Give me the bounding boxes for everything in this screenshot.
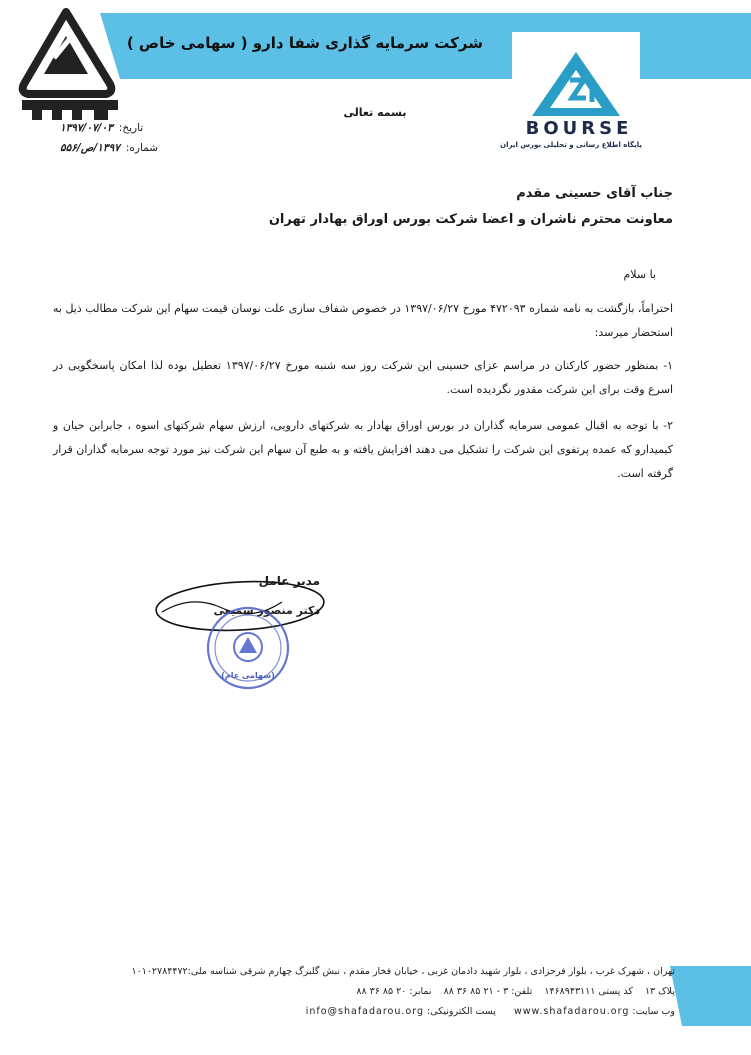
company-logo	[8, 6, 126, 124]
addressee-title: معاونت محترم ناشران و اعضا شرکت بورس اوراق بهادار تهران	[268, 212, 673, 227]
body-intro: احتراماً، بازگشت به نامه شماره ۴۷۲۰۹۳ مورخ ۱۳۹۷/۰۶/۲۷ در خصوص شفاف سازی علت نوسان قیمت سهام این شرکت مطالب ذیل به استحضار میرسد:	[53, 302, 673, 339]
postal-value: ۱۴۶۸۹۴۳۱۱۱	[544, 986, 596, 997]
body-item-1: ۱- بمنظور حضور کارکنان در مراسم عزای حسینی این شرکت روز سه شنبه مورخ ۱۳۹۷/۰۶/۲۷ تعطیل بوده لذا امکان پاسخگویی در اسرع وقت برای این شرکت مقدور نگردیده است.	[53, 359, 673, 396]
footer-numbers	[35, 982, 675, 1002]
letter-meta	[60, 118, 180, 158]
postal-label: کد پستی	[598, 986, 633, 997]
number-row	[60, 138, 180, 158]
date-value: ۱۳۹۷/۰۷/۰۳	[60, 122, 113, 134]
fax-label: نمابر:	[409, 986, 432, 997]
footer-band	[670, 966, 751, 1026]
bourse-wordmark: BOURSE	[525, 118, 633, 139]
invocation: بسمه تعالی	[343, 106, 407, 119]
salutation: با سلام	[623, 268, 656, 281]
website-link[interactable]: www.shafadarou.org	[513, 1006, 630, 1017]
footer-contact	[35, 962, 675, 1022]
company-stamp	[205, 605, 291, 691]
stamp-text: (سهامی عام)	[221, 671, 275, 680]
bourse-caption: پایگاه اطلاع رسانی و تحلیلی بورس ایران	[500, 141, 642, 149]
body-item-2: ۲- با توجه به اقبال عمومی سرمایه گذاران در بورس اوراق بهادار به شرکتهای دارویی، ارزش سهام شرکتهای اسوه ، جابرابن حیان و کیمیدارو که عمده پرتفوی این شرکت را تشکیل می دهند افزایش یافته و به طبع آن سهام این شرکت نیز مورد توجه سرمایه گذاران قرار گرفته است.	[53, 419, 673, 480]
footer-web	[35, 1002, 675, 1022]
signatory-title: مدیر عامل	[258, 574, 320, 588]
email-label: پست الکترونیکی:	[427, 1006, 496, 1017]
number-label: شماره:	[125, 142, 159, 154]
phone-label: تلفن:	[511, 986, 533, 997]
number-value: ۱۳۹۷/ص/۵۵۶	[60, 142, 120, 154]
footer-plate: پلاک ۱۳	[644, 986, 675, 997]
bourse-logo-icon	[512, 32, 640, 122]
email-link[interactable]: info@shafadarou.org	[305, 1006, 424, 1017]
fax-value: ۲۰ ۸۵ ۳۶ ۸۸	[356, 986, 407, 997]
signatory-name: دکتر منصور سمیعی	[213, 604, 320, 617]
company-logo-mark	[8, 6, 126, 124]
phone-value: ۳ - ۲۱ ۸۵ ۳۶ ۸۸	[443, 986, 509, 997]
company-name: شرکت سرمایه گذاری شفا دارو ( سهامی خاص )	[126, 34, 483, 52]
footer-address: تهران ، شهرک غرب ، بلوار فرحزادی ، بلوار شهید دادمان غربی ، خیابان فخار مقدم ، نبش گلبرگ چهارم شرقی شناسه ملی:۱۰۱۰۲۷۸۴۴۷۲	[131, 966, 675, 977]
date-label: تاریخ:	[118, 122, 144, 134]
addressee-block	[153, 181, 673, 233]
website-label: وب سایت:	[632, 1006, 675, 1017]
date-row	[60, 118, 180, 138]
addressee-name: جناب آقای حسینی مقدم	[516, 186, 673, 201]
